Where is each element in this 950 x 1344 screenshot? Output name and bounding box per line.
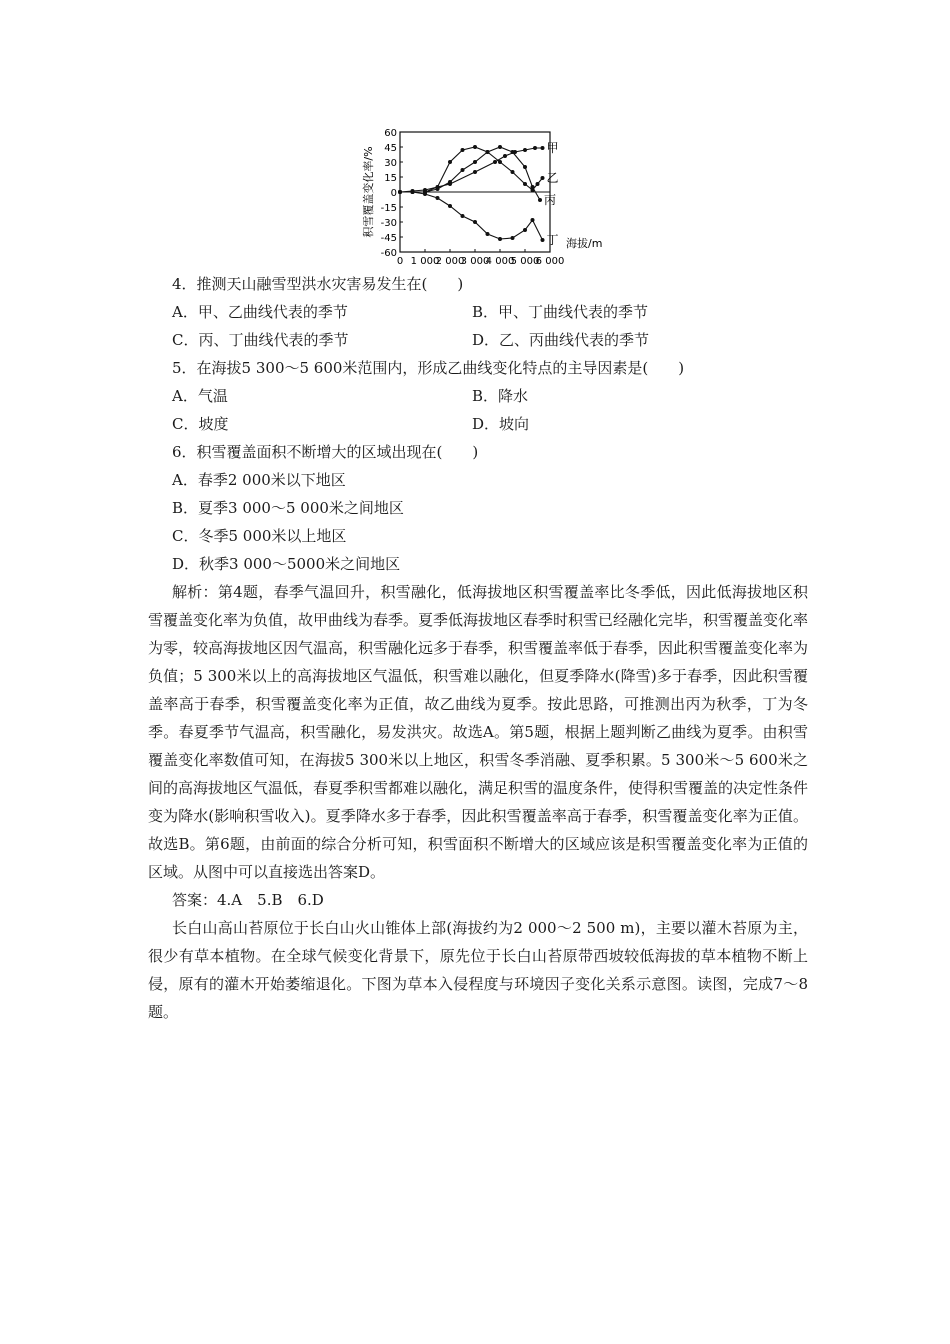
series-1-point <box>541 146 545 150</box>
series-label-1: 甲 <box>546 141 559 155</box>
y-tick-label: -15 <box>380 203 397 214</box>
series-4-point <box>411 190 415 194</box>
question-5-options-row-2 <box>148 410 808 438</box>
question-6-option-b[interactable]: B．夏季3 000～5 000米之间地区 <box>172 499 404 517</box>
question-6-option-d[interactable]: D．秋季3 000～5000米之间地区 <box>172 555 401 573</box>
x-tick-label: 2 000 <box>435 256 465 267</box>
question-6-option-c[interactable]: C．冬季5 000米以上地区 <box>172 527 347 545</box>
x-tick-label: 0 <box>396 256 404 267</box>
series-3-point <box>523 165 527 169</box>
question-4-stem: 4．推测天山融雪型洪水灾害易发生在( ) <box>172 275 464 293</box>
question-5-option-d[interactable]: D．坡向 <box>472 415 530 433</box>
x-tick-label: 6 000 <box>535 256 565 267</box>
series-4-point <box>511 236 515 240</box>
series-4-point <box>486 232 490 236</box>
series-3-point <box>473 160 477 164</box>
question-4-option-d[interactable]: D．乙、丙曲线代表的季节 <box>472 331 650 349</box>
question-4-options-row-2 <box>148 326 808 354</box>
y-tick-label: -60 <box>380 248 397 259</box>
x-tick-label: 4 000 <box>485 256 515 267</box>
question-4-options-row-1 <box>148 298 808 326</box>
series-1-point <box>523 148 527 152</box>
series-4-point <box>448 204 452 208</box>
series-4-point <box>436 196 440 200</box>
series-2-point <box>461 148 465 152</box>
question-5-options-row-1 <box>148 382 808 410</box>
question-5-stem: 5．在海拔5 300～5 600米范围内，形成乙曲线变化特点的主导因素是( ) <box>172 359 685 377</box>
series-label-4: 丁 <box>546 233 559 247</box>
snow-cover-chart <box>360 122 610 268</box>
y-tick-label: 45 <box>384 143 397 154</box>
series-4-point <box>531 218 535 222</box>
question-6-stem: 6．积雪覆盖面积不断增大的区域出现在( ) <box>172 443 479 461</box>
y-tick-label: -30 <box>380 218 397 229</box>
series-2-point <box>511 170 515 174</box>
series-line-2 <box>400 147 543 192</box>
series-1-point <box>533 146 537 150</box>
series-3-point <box>531 185 535 189</box>
series-3-point <box>448 180 452 184</box>
series-2-point <box>448 160 452 164</box>
series-4-point <box>461 214 465 218</box>
series-label-2: 乙 <box>546 171 559 185</box>
x-tick-label: 3 000 <box>460 256 490 267</box>
series-label-3: 丙 <box>544 193 557 207</box>
series-4-point <box>498 237 502 241</box>
series-2-point <box>541 176 545 180</box>
series-2-point <box>536 182 540 186</box>
series-1-point <box>473 170 477 174</box>
series-3-point <box>436 187 440 191</box>
series-4-point <box>541 238 545 242</box>
x-axis-label: 海拔/m <box>566 237 603 250</box>
y-tick-label: -45 <box>380 233 397 244</box>
answer-line: 答案：4.A 5.B 6.D <box>172 891 324 909</box>
y-tick-label: 60 <box>384 128 397 139</box>
series-2-point <box>523 182 527 186</box>
series-4-point <box>523 228 527 232</box>
series-3-point <box>461 168 465 172</box>
question-5-option-c[interactable]: C．坡度 <box>172 415 229 433</box>
series-2-point <box>498 160 502 164</box>
series-3-point <box>538 198 542 202</box>
question-5-option-a[interactable]: A．气温 <box>172 387 228 405</box>
y-tick-label: 0 <box>390 188 397 199</box>
question-5-option-b[interactable]: B．降水 <box>472 387 529 405</box>
y-axis-label: 积雪覆盖变化率/% <box>362 146 375 238</box>
series-line-1 <box>400 148 543 192</box>
series-line-4 <box>400 192 543 240</box>
analysis-paragraph: 解析：第4题，春季气温回升，积雪融化，低海拔地区积雪覆盖率比冬季低，因此低海拔地区积雪覆盖变化率为负值，故甲曲线为春季。夏季低海拔地区春季时积雪已经融化完毕，积雪覆盖变化率为零，较高海拔地区因气温高，积雪融化远多于春季，积雪覆盖率低于春季，因此积雪覆盖变化率为负值；5 300米以上的高海拔地区气温低，积雪难以融化，但夏季降水(降雪)多于春季，因此积雪覆盖率高于春季，积雪覆盖变化率为正值，故乙曲线为夏季。按此思路，可推测出丙为秋季，丁为冬季。春夏季节气温高，积雪融化，易发洪灾。故选A。第5题，根据上题判断乙曲线为夏季。由积雪覆盖变化率数值可知，在海拔5 300米以上地区，积雪冬季消融、夏季积累。5 300米～5 600米之间的高海拔地区气温低，春夏季积雪都难以融化，满足积雪的温度条件，使得积雪覆盖的决定性条件变为降水(影响积雪收入)。夏季降水多于春季，因此积雪覆盖率高于春季，积雪覆盖变化率为正值。故选B。第6题，由前面的综合分析可知，积雪面积不断增大的区域应该是积雪覆盖变化率为正值的区域。从图中可以直接选出答案D。 <box>148 583 809 881</box>
series-3-point <box>486 150 490 154</box>
series-1-point <box>493 160 497 164</box>
series-3-point <box>511 150 515 154</box>
series-4-point <box>398 190 402 194</box>
series-2-point <box>473 145 477 149</box>
chart-svg <box>360 122 610 268</box>
series-1-point <box>503 154 507 158</box>
question-4-option-a[interactable]: A．甲、乙曲线代表的季节 <box>172 303 348 321</box>
series-4-point <box>423 192 427 196</box>
y-tick-label: 30 <box>384 158 397 169</box>
y-tick-label: 15 <box>384 173 397 184</box>
x-tick-label: 5 000 <box>510 256 540 267</box>
series-3-point <box>498 145 502 149</box>
series-4-point <box>473 220 477 224</box>
question-4-option-b[interactable]: B．甲、丁曲线代表的季节 <box>472 303 649 321</box>
question-4-option-c[interactable]: C．丙、丁曲线代表的季节 <box>172 331 349 349</box>
question-6-option-a[interactable]: A．春季2 000米以下地区 <box>172 471 346 489</box>
x-tick-label: 1 000 <box>410 256 440 267</box>
document-body <box>148 270 808 1026</box>
intro-paragraph: 长白山高山苔原位于长白山火山锥体上部(海拔约为2 000～2 500 m)，主要以灌木苔原为主，很少有草本植物。在全球气候变化背景下，原先位于长白山苔原带西坡较低海拔的草本植物不断上侵，原有的灌木开始萎缩退化。下图为草本入侵程度与环境因子变化关系示意图。读图，完成7～8题。 <box>148 919 808 1021</box>
